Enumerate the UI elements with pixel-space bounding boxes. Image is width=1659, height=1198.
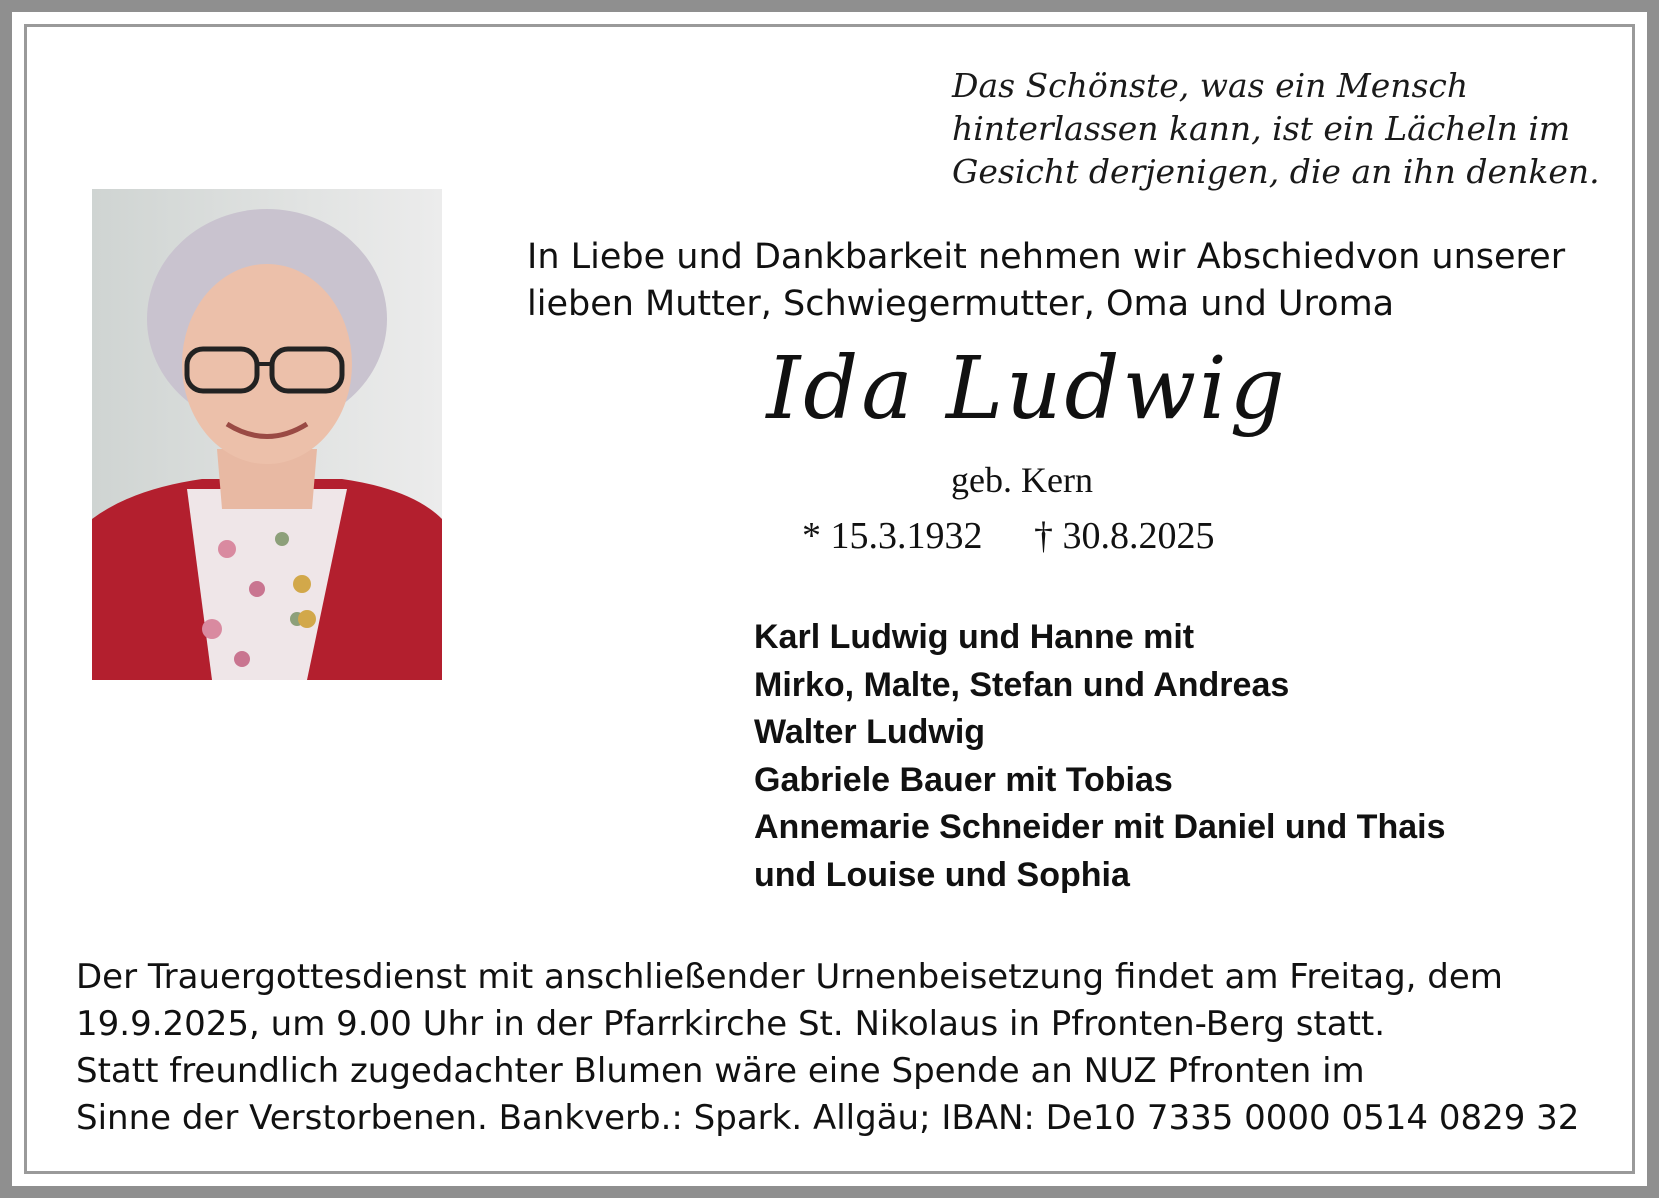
life-dates [802, 512, 1215, 560]
quote-line: hinterlassen kann, ist ein Lächeln im [952, 109, 1571, 148]
death-date: † 30.8.2025 [1034, 515, 1215, 557]
quote-line: Gesicht derjenigen, die an ihn denken. [952, 152, 1600, 191]
mourning-family [754, 614, 1446, 899]
obituary-card [12, 12, 1647, 1186]
family-line: Karl Ludwig und Hanne mit [754, 618, 1195, 656]
birth-date: * 15.3.1932 [802, 515, 983, 557]
memorial-quote [952, 64, 1600, 193]
quote-line: Das Schönste, was ein Mensch [952, 66, 1469, 105]
deceased-name: Ida Ludwig [766, 339, 1288, 439]
portrait-illustration [92, 189, 442, 680]
notice-line: 19.9.2025, um 9.00 Uhr in der Pfarrkirche St. Nikolaus in Pfronten-Berg statt. [76, 1004, 1386, 1044]
portrait-photo [92, 189, 442, 680]
intro-text [527, 234, 1565, 328]
intro-line: In Liebe und Dankbarkeit nehmen wir Abschiedvon unserer [527, 237, 1566, 277]
family-line: Walter Ludwig [754, 713, 986, 751]
notice-line: Statt freundlich zugedachter Blumen wäre eine Spende an NUZ Pfronten im [76, 1051, 1365, 1091]
family-line: Mirko, Malte, Stefan und Andreas [754, 665, 1290, 704]
family-line: Annemarie Schneider mit Daniel und Thais [754, 808, 1446, 846]
family-line: und Louise und Sophia [754, 855, 1130, 894]
notice-line: Der Trauergottesdienst mit anschließender Urnenbeisetzung findet am Freitag, dem [76, 957, 1503, 997]
intro-line: lieben Mutter, Schwiegermutter, Oma und Uroma [527, 284, 1395, 324]
service-notice [76, 954, 1579, 1142]
maiden-name: geb. Kern [951, 460, 1093, 500]
notice-line: Sinne der Verstorbenen. Bankverb.: Spark. Allgäu; IBAN: De10 7335 0000 0514 0829 32 [76, 1098, 1580, 1138]
family-line: Gabriele Bauer mit Tobias [754, 760, 1173, 799]
